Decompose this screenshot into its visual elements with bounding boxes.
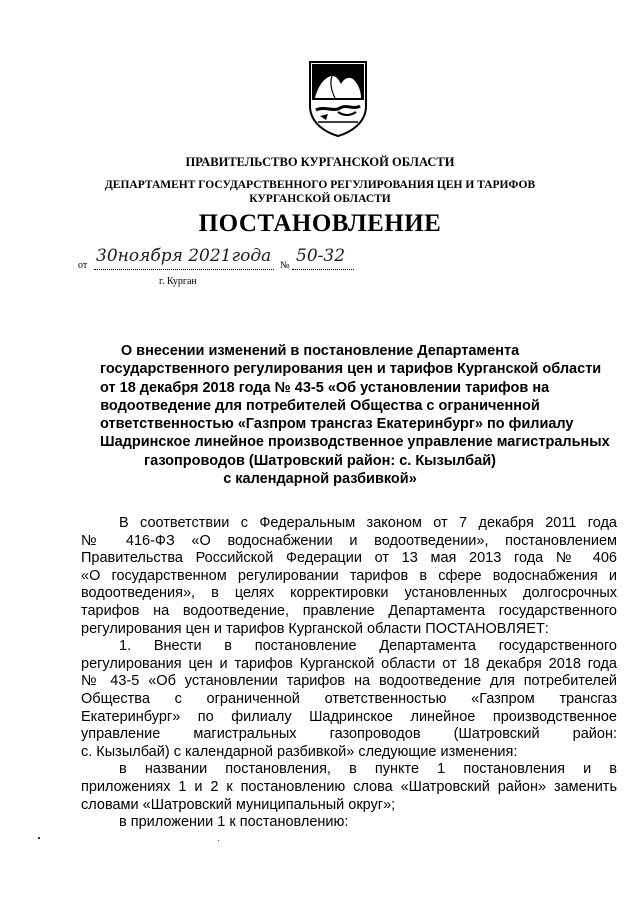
body-line: «О государственном регулировании тарифов в сфере водоснабжения и [81, 567, 617, 584]
coat-of-arms-emblem [304, 60, 372, 138]
body-line: В соответствии с Федеральным законом от 7 декабря 2011 года [119, 515, 617, 531]
scan-speck [38, 837, 40, 839]
body-line: с. Кызылбай) с календарной разбивкой» следующие изменения: [81, 743, 518, 760]
body-line: в названии постановления, в пункте 1 постановления и в [119, 761, 617, 778]
title-line: водоотведение для потребителей Общества с ограниченной [100, 397, 540, 414]
date-number-row [78, 246, 378, 272]
title-line: ответственностью «Газпром трансгаз Екатеринбург» по филиалу [100, 416, 574, 433]
body-line: словами «Шатровский муниципальный округ»; [81, 796, 396, 813]
title-line: газопроводов (Шатровский район: с. Кызылбай) [144, 452, 496, 469]
number-underline [292, 269, 354, 270]
document-body [81, 515, 617, 832]
body-line: 1. Внести в постановление Департамента государственного [119, 638, 617, 655]
body-line: Правительства Российской Федерации от 13 мая 2013 года № 406 [81, 550, 617, 567]
body-line: регулирования цен и тарифов Курганской области ПОСТАНОВЛЯЕТ: [81, 620, 549, 637]
title-line: от 18 декабря 2018 года № 43-5 «Об установлении тарифов на [100, 379, 550, 396]
body-line: тарифов на водоотведение, правление Департамента государственного [81, 602, 617, 619]
coat-of-arms-icon [304, 60, 372, 138]
title-line: Шадринское линейное производственное управление магистральных [100, 434, 610, 451]
title-line: государственного регулирования цен и тарифов Курганской области [100, 361, 602, 378]
city-label: г. Курган [159, 276, 197, 287]
handwritten-date: 30ноября 2021года [96, 246, 272, 266]
body-line: № 416-ФЗ «О водоснабжении и водоотведении», постановлением [81, 532, 617, 549]
department-name-line: КУРГАНСКОЙ ОБЛАСТИ [249, 193, 391, 205]
body-line: Общества с ограниченной ответственностью «Газпром трансгаз [81, 690, 617, 707]
title-line: О внесении изменений в постановление Департамента [120, 343, 520, 359]
document-type-heading: ПОСТАНОВЛЕНИЕ [198, 210, 442, 237]
body-line: № 43-5 «Об установлении тарифов на водоотведение для потребителей [81, 673, 617, 690]
scan-speck [218, 840, 219, 841]
department-name [0, 178, 640, 206]
number-label: № [280, 260, 290, 271]
body-line: водоотведения», в целях корректировки установленных долгосрочных [81, 585, 617, 602]
body-line: управление магистральных газопроводов (Шатровский район: [81, 726, 617, 743]
department-name-line: ДЕПАРТАМЕНТ ГОСУДАРСТВЕННОГО РЕГУЛИРОВАНИЯ ЦЕН И ТАРИФОВ [104, 179, 536, 191]
document-title [100, 342, 610, 488]
body-line: регулирования цен и тарифов Курганской области от 18 декабря 2018 года [81, 655, 617, 672]
date-underline [94, 269, 274, 270]
body-line: приложениях 1 и 2 к постановлению слова «Шатровский район» заменить [81, 778, 617, 795]
body-line: Екатеринбург» по филиалу Шадринское линейное производственное [81, 708, 617, 725]
handwritten-number: 50-32 [296, 246, 346, 266]
title-line: с календарной разбивкой» [223, 471, 417, 488]
date-prefix: от [78, 260, 88, 271]
body-line: в приложении 1 к постановлению: [119, 814, 349, 831]
government-name: ПРАВИТЕЛЬСТВО КУРГАНСКОЙ ОБЛАСТИ [185, 155, 455, 169]
